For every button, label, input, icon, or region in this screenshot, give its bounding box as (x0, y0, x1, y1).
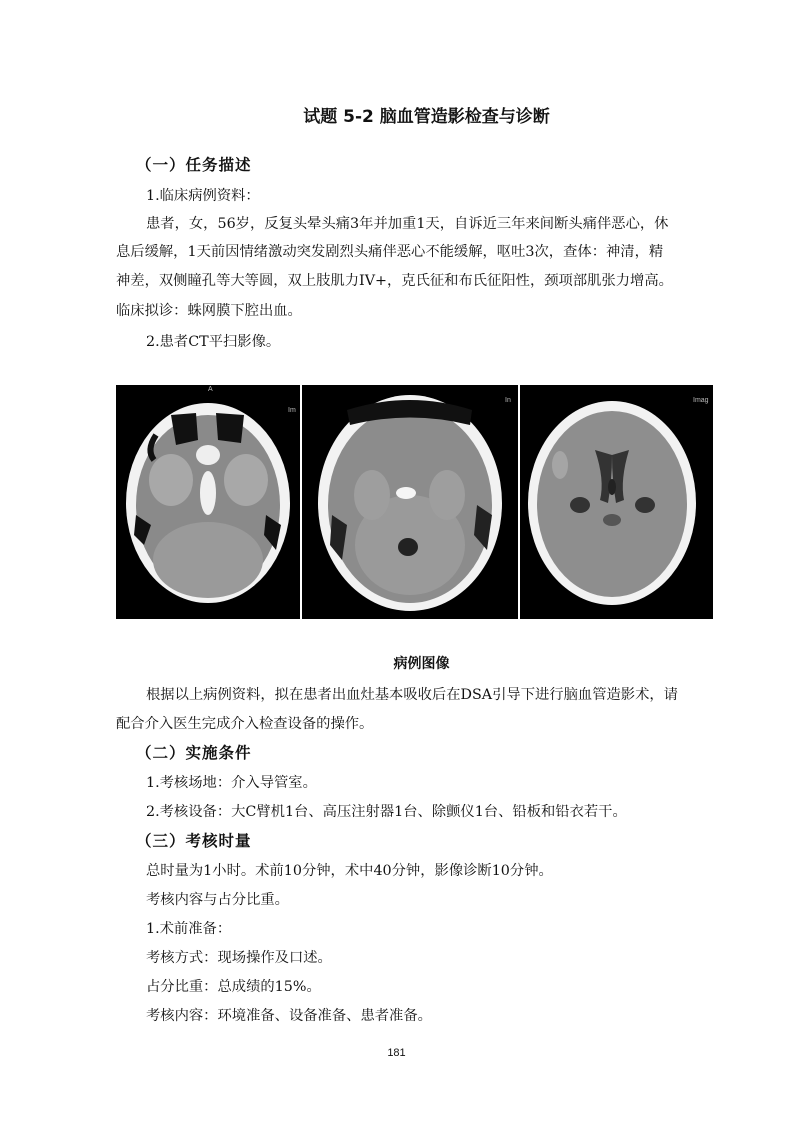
figure-caption: 病例图像 (393, 656, 450, 672)
section-heading-time: （三）考核时量 (136, 832, 252, 850)
time-line-5: 占分比重：总成绩的15%。 (146, 979, 321, 995)
ct-image-2 (302, 385, 518, 619)
page-title: 试题 5-2 脑血管造影检查与诊断 (303, 107, 550, 127)
conditions-item-2: 2.考核设备：大C臂机1台、高压注射器1台、除颤仪1台、铅板和铅衣若干。 (146, 804, 627, 820)
time-line-6: 考核内容：环境准备、设备准备、患者准备。 (146, 1008, 432, 1024)
case-line-2: 息后缓解，1天前因情绪激动突发剧烈头痛伴恶心不能缓解，呕吐3次，查体：神清，精 (116, 244, 664, 260)
time-line-4: 考核方式：现场操作及口述。 (146, 950, 332, 966)
ct2-mark-in: In (505, 397, 511, 404)
clinical-data-label: 1.临床病例资料： (146, 188, 260, 204)
ct-scan-label: 2.患者CT平扫影像。 (146, 334, 281, 350)
case-line-4: 临床拟诊：蛛网膜下腔出血。 (116, 303, 302, 319)
section-heading-conditions: （二）实施条件 (136, 744, 252, 762)
task-line-1: 根据以上病例资料，拟在患者出血灶基本吸收后在DSA引导下进行脑血管造影术，请 (146, 687, 678, 703)
page-number: 181 (387, 1047, 406, 1059)
time-line-3: 1.术前准备： (146, 921, 232, 937)
ct1-mark-a: A (208, 386, 213, 393)
task-line-2: 配合介入医生完成介入检查设备的操作。 (116, 716, 374, 732)
ct-image-3 (520, 385, 713, 619)
ct-image-1 (116, 385, 300, 619)
time-line-1: 总时量为1小时。术前10分钟，术中40分钟，影像诊断10分钟。 (146, 863, 553, 879)
conditions-item-1: 1.考核场地：介入导管室。 (146, 775, 317, 791)
ct1-mark-im: Im (288, 407, 296, 414)
section-heading-task-description: （一）任务描述 (136, 156, 252, 174)
case-line-1: 患者，女，56岁，反复头晕头痛3年并加重1天，自诉近三年来间断头痛伴恶心，休 (146, 216, 669, 232)
case-line-3: 神差，双侧瞳孔等大等圆，双上肢肌力IV+，克氏征和布氏征阳性，颈项部肌张力增高。 (116, 273, 673, 289)
time-line-2: 考核内容与占分比重。 (146, 892, 289, 908)
ct3-mark-imag: Imag (693, 397, 709, 404)
